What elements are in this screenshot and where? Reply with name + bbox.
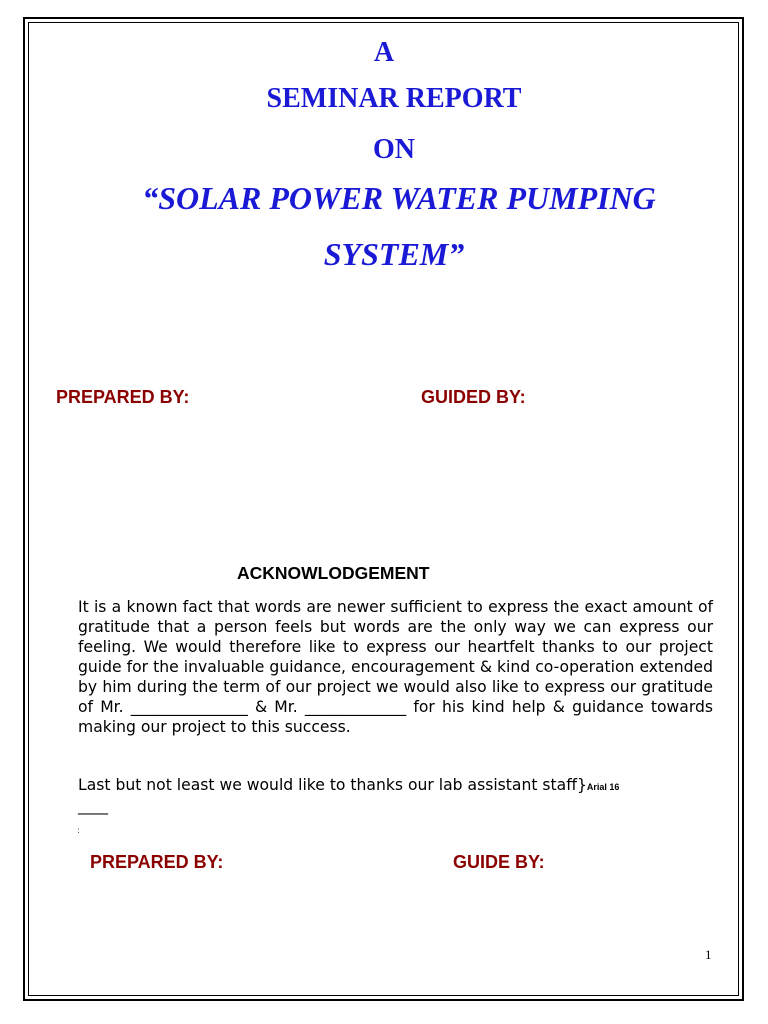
colon-mark: : (77, 826, 81, 836)
ack-blank-2: _____________ (304, 698, 407, 716)
ack-text-part-2: for his kind help & guidance towards making our project to this success. (78, 698, 713, 736)
acknowledgement-paragraph-1 (78, 597, 713, 737)
font-note: Arial 16 (586, 782, 620, 792)
guided-by-label-top: GUIDED BY: (421, 387, 526, 407)
ack-lab-staff-text: Last but not least we would like to thanks our lab assistant staff} (78, 776, 587, 794)
guide-by-label-bottom: GUIDE BY: (453, 852, 545, 872)
prepared-by-label-bottom: PREPARED BY: (90, 852, 224, 872)
acknowledgement-paragraph-2 (78, 775, 713, 797)
ack-and-mr: & Mr. (254, 698, 298, 716)
acknowledgement-heading: ACKNOWLODGEMENT (237, 563, 430, 583)
page-number: 1 (705, 947, 712, 962)
prepared-by-label-top: PREPARED BY: (56, 387, 190, 407)
trailing-underline: ____ (78, 797, 108, 815)
ack-blank-1: _______________ (130, 698, 248, 716)
ack-text-part-1: It is a known fact that words are newer sufficient to express the exact amount of gratitude that a person feels but words are the only way we can express our feeling. We would therefore like to express our heartfelt thanks to our project guide for the invaluable guidance, encouragement & kind co-operation extended by him during the term of our project we would also like to express our gratitude of Mr. (78, 598, 713, 716)
title-on: ON (373, 134, 415, 165)
title-line-a: A (373, 37, 395, 68)
page-border-inner (28, 22, 739, 996)
report-title-line-1: “SOLAR POWER WATER PUMPING (142, 180, 656, 216)
title-seminar-report: SEMINAR REPORT (266, 83, 522, 114)
report-title-line-2: SYSTEM” (323, 236, 465, 272)
